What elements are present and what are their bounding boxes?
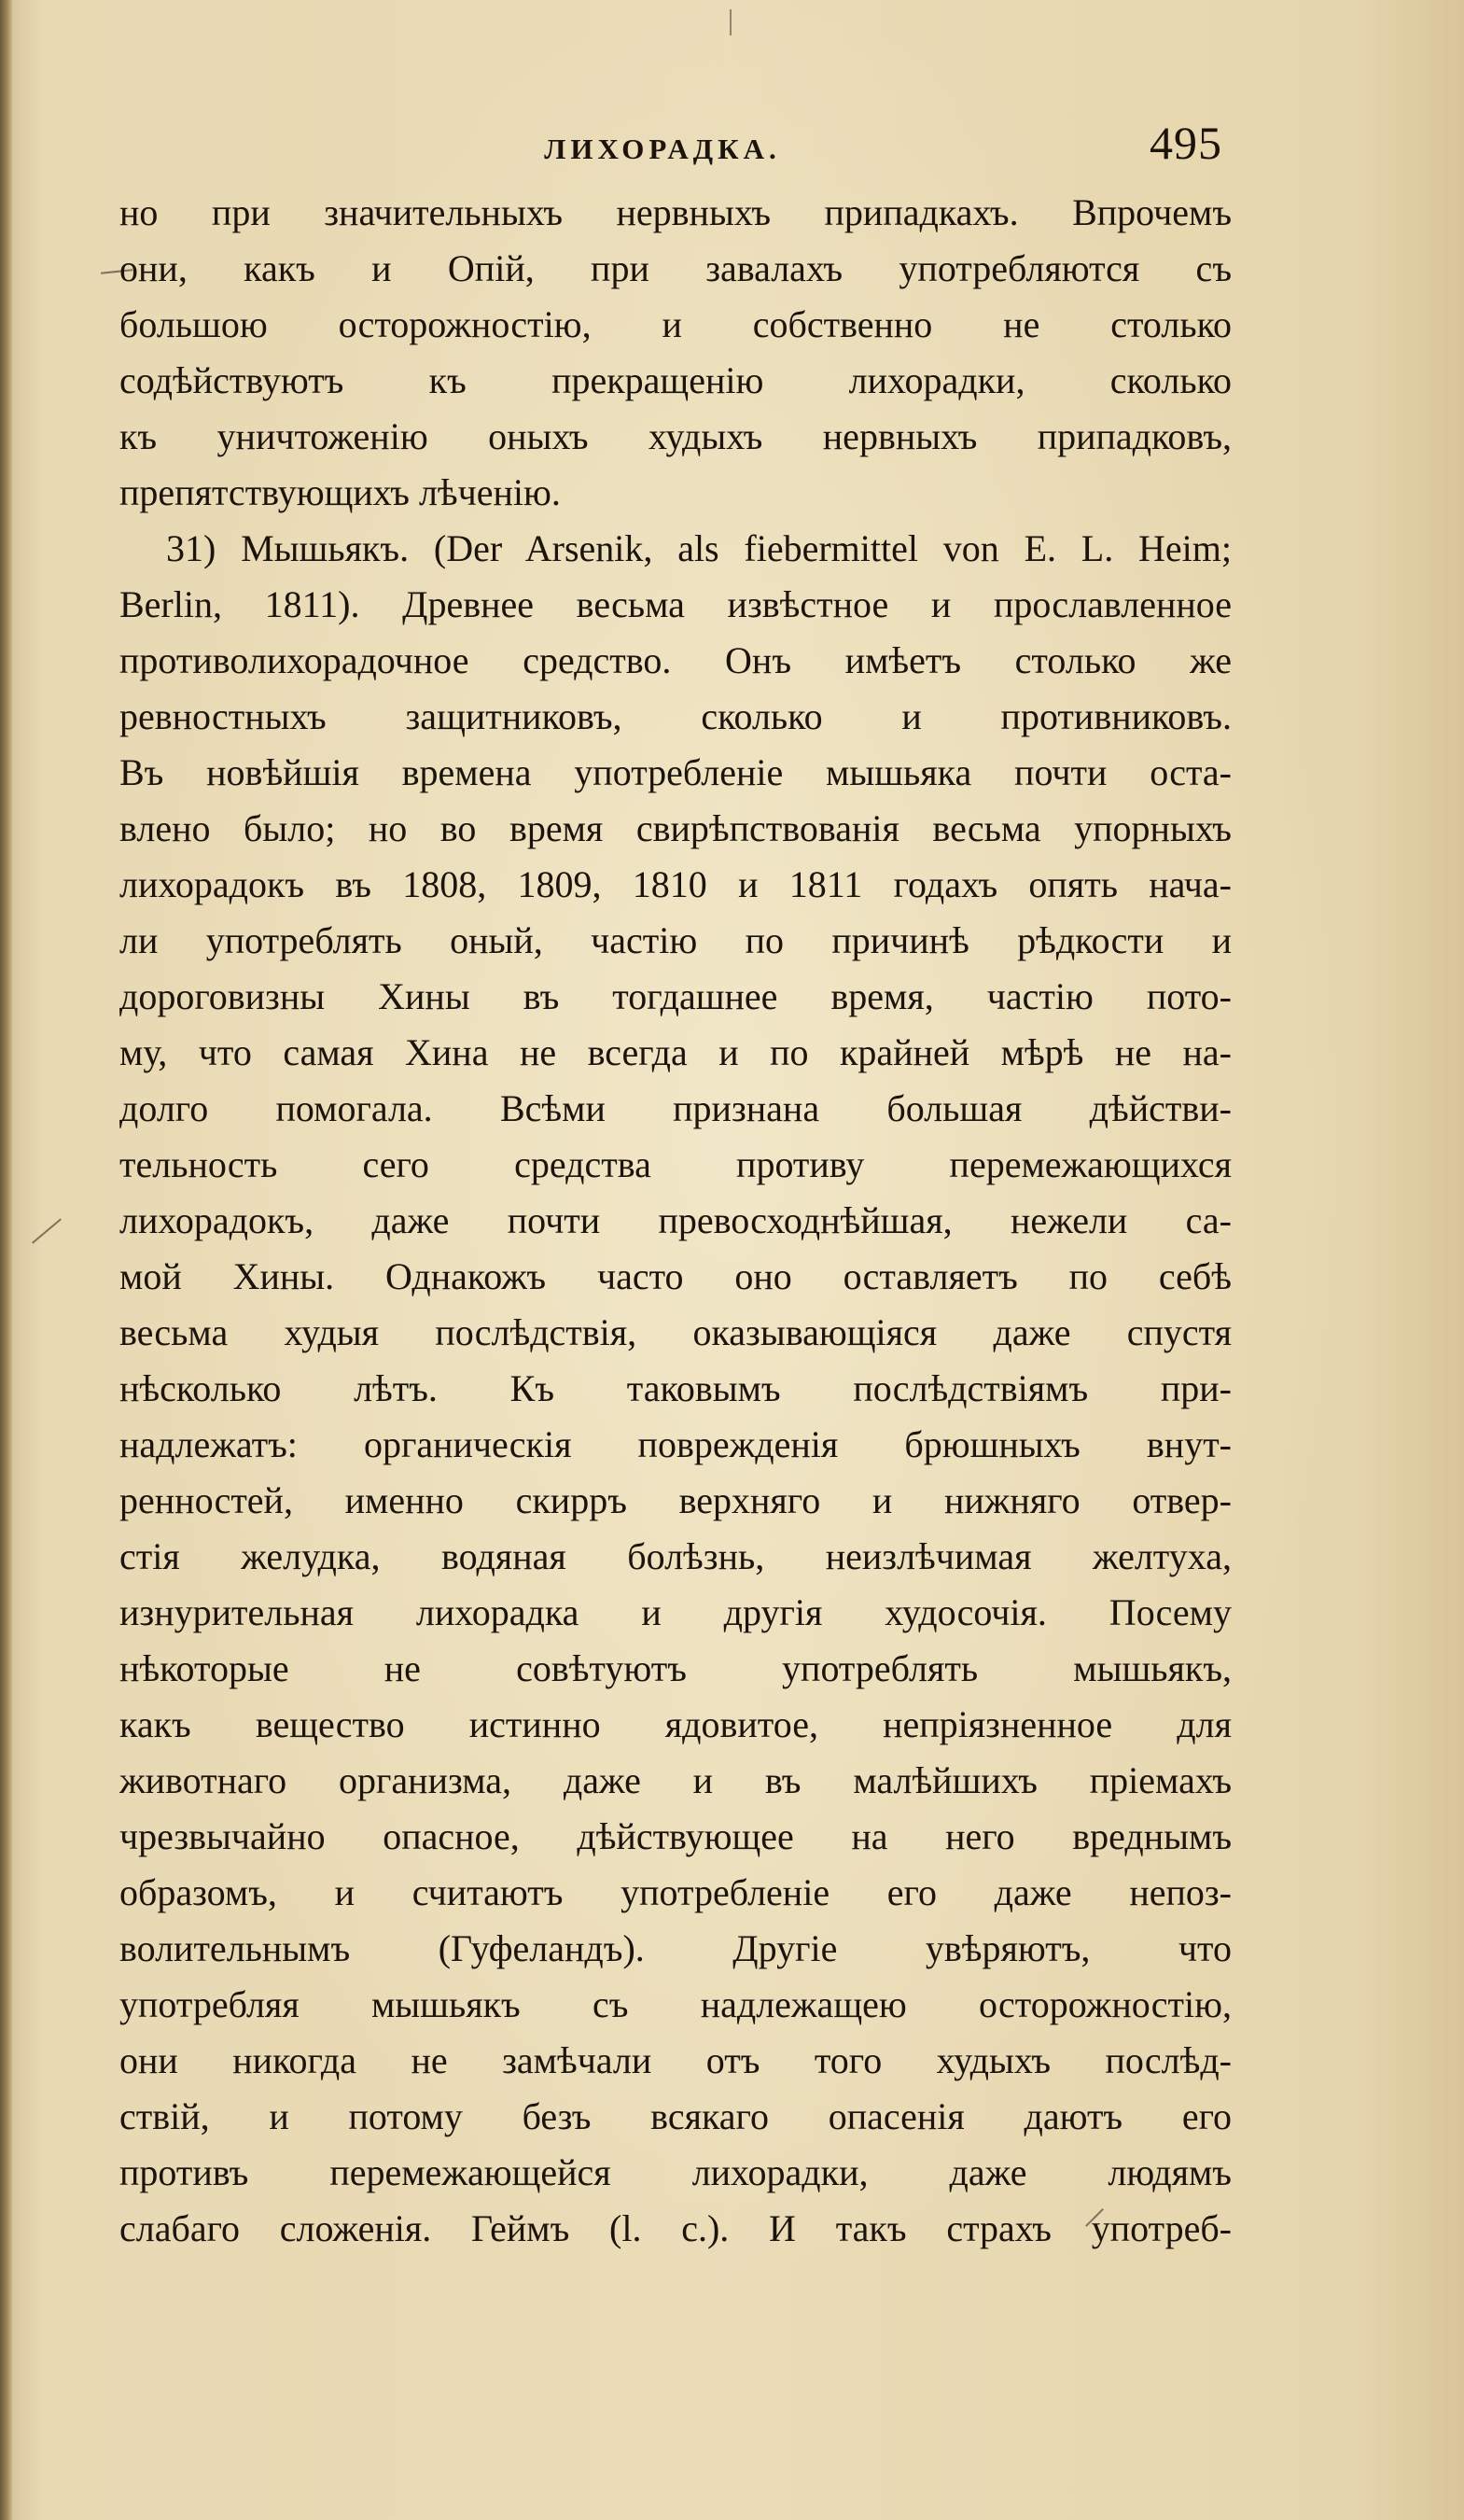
text-line: Berlin, 1811). Древнее весьма извѣстное и прославленное [119, 583, 1232, 625]
text-line: ренностей, именно скирръ верхняго и нижняго отвер- [119, 1479, 1232, 1521]
text-line: содѣйствуютъ къ прекращенiю лихорадки, сколько [119, 359, 1232, 401]
text-line: чрезвычайно опасное, дѣйствующее на него вреднымъ [119, 1815, 1232, 1857]
text-line: надлежатъ: органическiя поврежденiя брюшныхъ внут- [119, 1423, 1232, 1465]
text-line: мой Хины. Однакожъ часто оно оставляетъ по себѣ [119, 1255, 1232, 1297]
text-line: противъ перемежающейся лихорадки, даже людямъ [119, 2151, 1232, 2193]
text-line: препятствующихъ лѣченiю. [119, 471, 561, 513]
text-line: животнаго организма, даже и въ малѣйшихъ прiемахъ [119, 1759, 1232, 1801]
running-title: ЛИХОРАДКА. [544, 133, 781, 165]
text-line: тельность сего средства противу перемежающихся [119, 1143, 1232, 1185]
text-line: нѣкоторые не совѣтуютъ употреблять мышьякъ, [119, 1647, 1232, 1689]
text-line: 31) Мышьякъ. (Der Arsenik, als fiebermittel von E. L. Heim; [166, 527, 1232, 569]
text-line: лихорадокъ въ 1808, 1809, 1810 и 1811 годахъ опять нача- [119, 863, 1232, 905]
stray-mark-top [730, 9, 732, 35]
text-line: къ уничтоженiю оныхъ худыхъ нервныхъ припадковъ, [119, 415, 1232, 457]
text-line: противолихорадочное средство. Онъ имѣетъ столько же [119, 639, 1232, 681]
text-line: Въ новѣйшiя времена употребленiе мышьяка почти оста- [119, 751, 1232, 793]
text-line: ствiй, и потому безъ всякаго опасенiя даютъ его [119, 2095, 1232, 2137]
text-line: нѣсколько лѣтъ. Къ таковымъ послѣдствiямъ при- [119, 1367, 1232, 1409]
text-line: ли употреблять оный, частiю по причинѣ рѣдкости и [119, 919, 1232, 961]
body-text [119, 185, 1232, 2257]
text-line: какъ вещество истинно ядовитое, непрiязненное для [119, 1703, 1232, 1745]
text-line: они, какъ и Опiй, при завалахъ употребляются съ [119, 247, 1232, 289]
text-line: дороговизны Хины въ тогдашнее время, частiю пото- [119, 975, 1232, 1017]
text-line: образомъ, и считаютъ употребленiе его даже непоз- [119, 1871, 1232, 1913]
text-line: волительнымъ (Гуфеландъ). Другiе увѣряютъ, что [119, 1927, 1232, 1969]
text-line: но при значительныхъ нервныхъ припадкахъ. Впрочемъ [119, 191, 1232, 233]
text-line: изнурительная лихорадка и другiя худосочiя. Посему [119, 1591, 1232, 1633]
stray-mark [32, 1218, 62, 1243]
text-line: лихорадокъ, даже почти превосходнѣйшая, нежели са- [119, 1199, 1232, 1241]
text-line: ревностныхъ защитниковъ, сколько и противниковъ. [119, 695, 1232, 737]
text-line: они никогда не замѣчали отъ того худыхъ послѣд- [119, 2039, 1232, 2081]
text-line: влено было; но во время свирѣпствованiя весьма упорныхъ [119, 807, 1232, 849]
text-line: долго помогала. Всѣми признана большая дѣйстви- [119, 1087, 1232, 1129]
text-line: стiя желудка, водяная болѣзнь, неизлѣчимая желтуха, [119, 1535, 1232, 1577]
text-line: слабаго сложенiя. Геймъ (l. c.). И такъ страхъ употреб- [119, 2207, 1232, 2249]
page-gutter-shadow [0, 0, 13, 2520]
text-line: му, что самая Хина не всегда и по крайней мѣрѣ не на- [119, 1031, 1232, 1073]
text-line: весьма худыя послѣдствiя, оказывающiяся даже спустя [119, 1311, 1232, 1353]
page-number: 495 [1150, 117, 1222, 169]
text-line: большою осторожностiю, и собственно не столько [119, 303, 1232, 345]
text-line: употребляя мышьякъ съ надлежащею осторожностiю, [119, 1983, 1232, 2025]
